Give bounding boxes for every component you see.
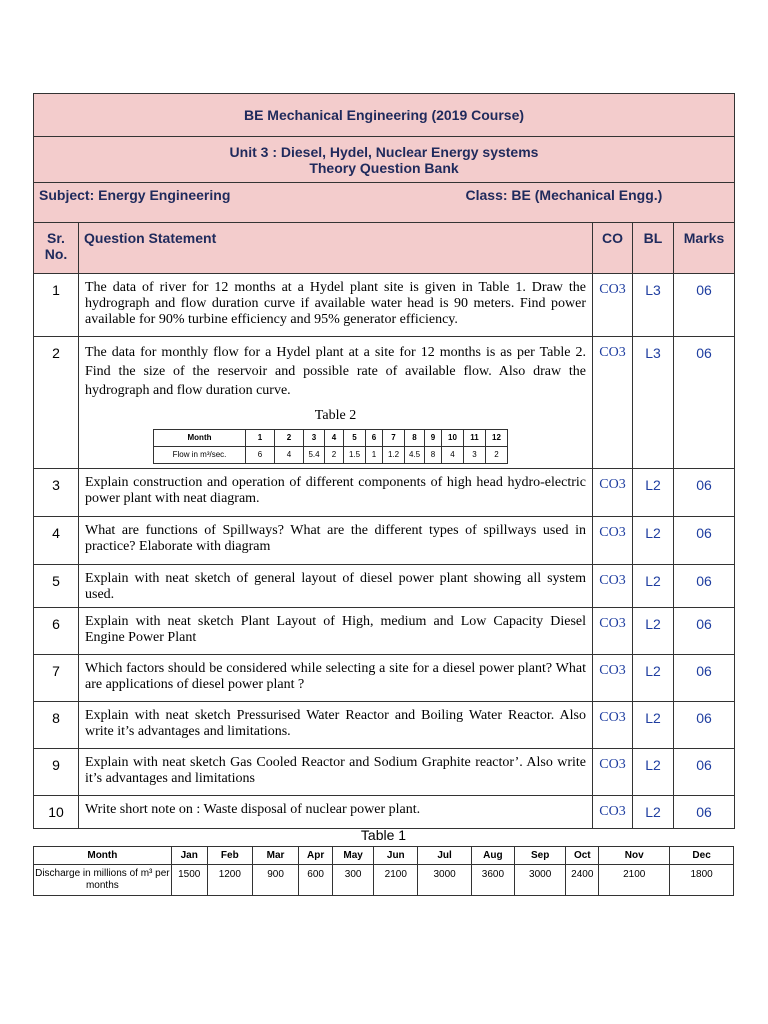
marks-value: 06 [674,337,735,469]
question-bank-title: Theory Question Bank [309,159,459,176]
marks-value: 06 [674,702,735,749]
course-title: BE Mechanical Engineering (2019 Course) [34,94,735,137]
table-row [34,702,735,749]
table1-discharge-label: Discharge in millions of m³ per months [34,865,172,896]
table2-flow: 1 [366,447,383,464]
table2-month: 8 [405,430,425,447]
co-value: CO3 [593,702,633,749]
table1-month: Oct [566,847,599,865]
col-bl: BL [633,223,674,274]
table2-month: 4 [325,430,344,447]
table1-month: Nov [599,847,670,865]
table2-flow: 6 [246,447,275,464]
table1-value: 1200 [207,865,252,896]
table2-flow: 1.2 [383,447,405,464]
table1-title: Table 1 [360,827,407,843]
co-value: CO3 [593,517,633,565]
table-row [34,337,735,469]
table1-month: Jan [171,847,207,865]
table-row [34,469,735,517]
subject-row [34,183,735,223]
bl-value: L3 [633,274,674,337]
question-text: Explain with neat sketch Gas Cooled Reactor and Sodium Graphite reactor’. Also write it’s advantages and limitations [79,749,593,796]
marks-value: 06 [674,796,735,829]
table2-month: 12 [486,430,508,447]
co-value: CO3 [593,469,633,517]
table2-flow: 3 [464,447,486,464]
sr-no: 3 [34,469,79,517]
question-text: Explain with neat sketch Pressurised Water Reactor and Boiling Water Reactor. Also write it’s advantages and limitations. [79,702,593,749]
table-row [34,274,735,337]
bl-value: L2 [633,796,674,829]
table1-value: 3000 [514,865,565,896]
co-value: CO3 [593,655,633,702]
table1-value: 1800 [670,865,734,896]
marks-value: 06 [674,565,735,608]
table1-month: Jun [374,847,418,865]
table2-month: 9 [425,430,442,447]
table1-value: 2400 [566,865,599,896]
col-marks: Marks [674,223,735,274]
co-value: CO3 [593,337,633,469]
table-row [34,517,735,565]
table2-month: 3 [304,430,325,447]
table2-flow: 2 [486,447,508,464]
bl-value: L2 [633,655,674,702]
question-text: Write short note on : Waste disposal of nuclear power plant. [79,796,593,829]
sr-no: 1 [34,274,79,337]
unit-title: Unit 3 : Diesel, Hydel, Nuclear Energy systems [229,143,539,160]
sr-no: 2 [34,337,79,469]
question-text: What are functions of Spillways? What are the different types of spillways used in practice? Elaborate with diagram [79,517,593,565]
table2 [153,429,508,464]
table2-month: 7 [383,430,405,447]
table-row [34,749,735,796]
marks-value: 06 [674,274,735,337]
table2-flow: 4 [442,447,464,464]
bl-value: L2 [633,749,674,796]
table1-month: May [333,847,374,865]
marks-value: 06 [674,517,735,565]
table1-month: Sep [514,847,565,865]
table1-value: 3600 [471,865,514,896]
question-text: The data for monthly flow for a Hydel plant at a site for 12 months is as per Table 2. Find the size of the reservoir and possible rate of available flow. Also draw the hydrograph and flow duration curve. [85,345,586,398]
question-text: Explain with neat sketch of general layout of diesel power plant showing all system used. [79,565,593,608]
co-value: CO3 [593,796,633,829]
question-text: Explain construction and operation of different components of high head hydro-electric power plant with neat diagram. [79,469,593,517]
bl-value: L2 [633,565,674,608]
marks-value: 06 [674,608,735,655]
table1-value: 300 [333,865,374,896]
table2-month: 2 [275,430,304,447]
col-co: CO [593,223,633,274]
table2-month-label: Month [154,430,246,447]
sr-no: 7 [34,655,79,702]
table1-month-label: Month [34,847,172,865]
co-value: CO3 [593,274,633,337]
question-text: Explain with neat sketch Plant Layout of High, medium and Low Capacity Diesel Engine Power Plant [79,608,593,655]
column-header-row [34,223,735,274]
table2-month: 10 [442,430,464,447]
co-value: CO3 [593,608,633,655]
question-text: Which factors should be considered while selecting a site for a diesel power plant? What are applications of diesel power plant ? [79,655,593,702]
co-value: CO3 [593,565,633,608]
table1-month: Mar [252,847,298,865]
table1-value: 2100 [599,865,670,896]
table2-flow-label: Flow in m³/sec. [154,447,246,464]
table2-flow: 4.5 [405,447,425,464]
table1-value: 900 [252,865,298,896]
table1 [33,846,734,896]
bl-value: L2 [633,469,674,517]
sr-no: 4 [34,517,79,565]
table2-month: 5 [344,430,366,447]
class-label: Class: BE (Mechanical Engg.) [465,187,663,203]
bl-value: L2 [633,608,674,655]
marks-value: 06 [674,469,735,517]
table1-month: Feb [207,847,252,865]
question-bank-table [33,93,735,829]
sr-no: 10 [34,796,79,829]
table1-value: 2100 [374,865,418,896]
col-sr-no: Sr. No. [34,223,79,274]
table1-value: 1500 [171,865,207,896]
table1-month: Jul [418,847,471,865]
question-text: The data of river for 12 months at a Hydel plant site is given in Table 1. Draw the hydrograph and flow duration curve if available water head is 90 meters. Find power available for 90% turbine efficiency and 95% generator efficiency. [79,274,593,337]
sr-no: 5 [34,565,79,608]
table-row [34,655,735,702]
unit-row [34,137,735,183]
table2-month: 6 [366,430,383,447]
table-row [34,796,735,829]
table2-flow: 5.4 [304,447,325,464]
bl-value: L3 [633,337,674,469]
subject-label: Subject: Energy Engineering [39,187,231,203]
table-row [34,608,735,655]
table1-month: Apr [299,847,333,865]
table1-value: 600 [299,865,333,896]
table2-month: 11 [464,430,486,447]
table2-flow: 1.5 [344,447,366,464]
table2-flow: 4 [275,447,304,464]
marks-value: 06 [674,655,735,702]
table1-month: Dec [670,847,734,865]
marks-value: 06 [674,749,735,796]
bl-value: L2 [633,517,674,565]
table2-month: 1 [246,430,275,447]
bl-value: L2 [633,702,674,749]
table2-title: Table 2 [314,408,357,423]
table1-value: 3000 [418,865,471,896]
col-question: Question Statement [79,223,593,274]
table-row [34,565,735,608]
table2-flow: 8 [425,447,442,464]
table2-flow: 2 [325,447,344,464]
sr-no: 9 [34,749,79,796]
course-row [34,94,735,137]
co-value: CO3 [593,749,633,796]
sr-no: 6 [34,608,79,655]
table1-month: Aug [471,847,514,865]
sr-no: 8 [34,702,79,749]
